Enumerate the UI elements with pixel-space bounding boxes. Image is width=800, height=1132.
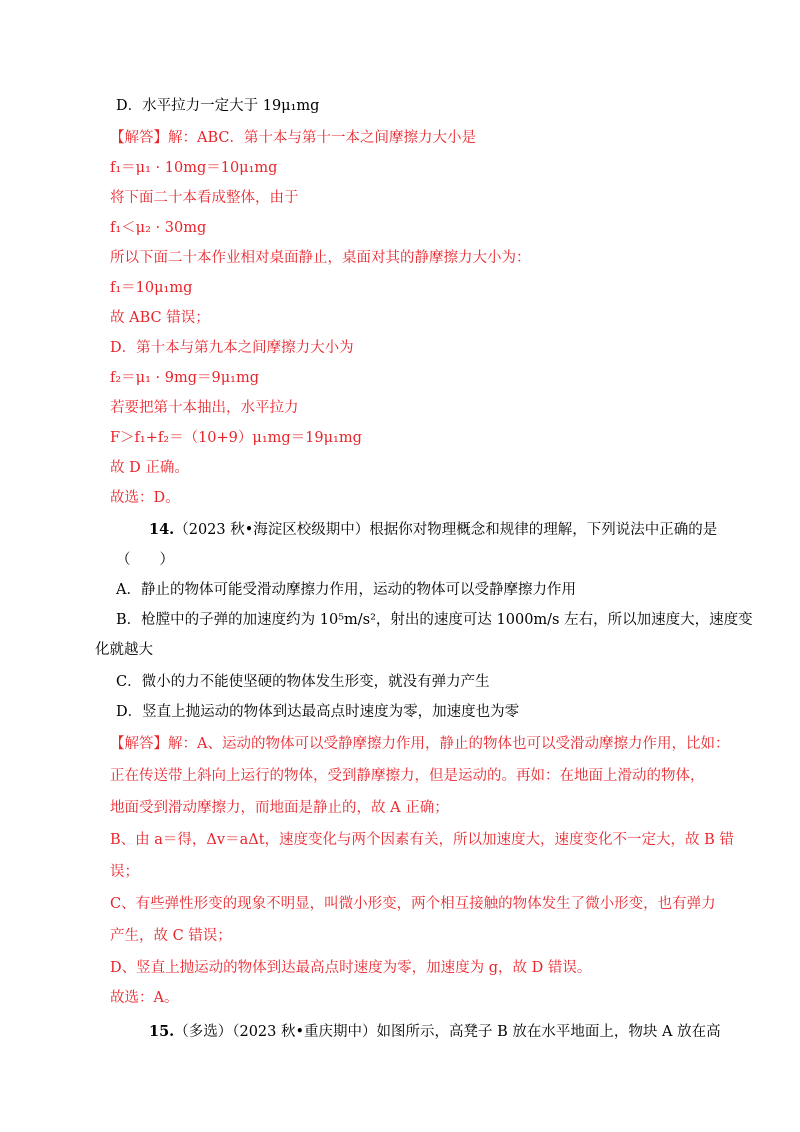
answer13-line-10: 若要把第十本抽出，水平拉力 (110, 400, 299, 416)
answer14-line-8: D、竖直上抛运动的物体到达最高点时速度为零，加速度为 g，故 D 错误。 (110, 960, 592, 976)
answer13-text: 解：ABC．第十本与第十一本之间摩擦力大小是 (168, 130, 476, 146)
question-15-stem-text: （多选）（2023 秋•重庆期中）如图所示，高凳子 B 放在水平地面上，物块 A 放在高 (174, 1024, 721, 1040)
answer-label: 【解答】 (110, 736, 168, 752)
answer14-line-1 (0, 734, 800, 754)
question-14-bracket: （ ） (116, 552, 174, 568)
answer14-line-2: 正在传送带上斜向上运行的物体，受到静摩擦力，但是运动的。再如：在地面上滑动的物体， (110, 768, 705, 784)
answer13-line-2: f₁＝μ₁ · 10mg＝10μ₁mg (110, 160, 278, 176)
answer13-line-9: f₂＝μ₁ · 9mg＝9μ₁mg (110, 370, 259, 386)
answer13-line-13: 故选：D。 (110, 490, 180, 506)
answer13-line-7: 故 ABC 错误； (110, 310, 210, 326)
answer14-line-7: 产生，故 C 错误； (110, 928, 232, 944)
question-14-option-b: B．枪膛中的子弹的加速度约为 10⁵m/s²，射出的速度可达 1000m/s 左右，所以加速度大，速度变 (116, 612, 753, 628)
question-14-option-b-cont: 化就越大 (95, 642, 153, 658)
answer14-line-3: 地面受到滑动摩擦力，而地面是静止的，故 A 正确； (110, 800, 449, 816)
answer13-line-12: 故 D 正确。 (110, 460, 189, 476)
answer14-line-4: B、由 a＝得，Δv＝aΔt，速度变化与两个因素有关，所以加速度大，速度变化不一定大，故 B 错 (110, 832, 734, 848)
answer13-line-8: D．第十本与第九本之间摩擦力大小为 (110, 340, 354, 356)
question-14-stem (0, 520, 800, 540)
question-number: 15. (149, 1023, 175, 1040)
question-14-stem-text: （2023 秋•海淀区校级期中）根据你对物理概念和规律的理解，下列说法中正确的是 (174, 522, 718, 538)
answer13-line-1 (0, 128, 800, 148)
answer14-text: 解：A、运动的物体可以受静摩擦力作用，静止的物体也可以受滑动摩擦力作用，比如： (168, 736, 730, 752)
question-15-stem (0, 1022, 800, 1042)
answer13-line-5: 所以下面二十本作业相对桌面静止，桌面对其的静摩擦力大小为： (110, 250, 531, 266)
answer13-line-3: 将下面二十本看成整体，由于 (110, 190, 299, 206)
question-number: 14. (149, 521, 175, 538)
prev-question-option-d: D．水平拉力一定大于 19μ₁mg (116, 98, 320, 114)
question-14-option-d: D．竖直上抛运动的物体到达最高点时速度为零，加速度也为零 (116, 704, 520, 720)
question-14-option-c: C．微小的力不能使坚硬的物体发生形变，就没有弹力产生 (116, 674, 490, 690)
answer13-line-4: f₁＜μ₂ · 30mg (110, 220, 207, 236)
answer13-line-6: f₁＝10μ₁mg (110, 280, 193, 296)
answer-label: 【解答】 (110, 130, 168, 146)
answer14-line-6: C、有些弹性形变的现象不明显，叫微小形变，两个相互接触的物体发生了微小形变，也有弹力 (110, 896, 716, 912)
answer14-line-5: 误； (110, 864, 139, 880)
answer13-line-11: F＞f₁+f₂＝（10+9）μ₁mg＝19μ₁mg (110, 430, 362, 446)
question-14-option-a: A．静止的物体可能受滑动摩擦力作用，运动的物体可以受静摩擦力作用 (116, 582, 576, 598)
answer14-line-9: 故选：A。 (110, 990, 179, 1006)
